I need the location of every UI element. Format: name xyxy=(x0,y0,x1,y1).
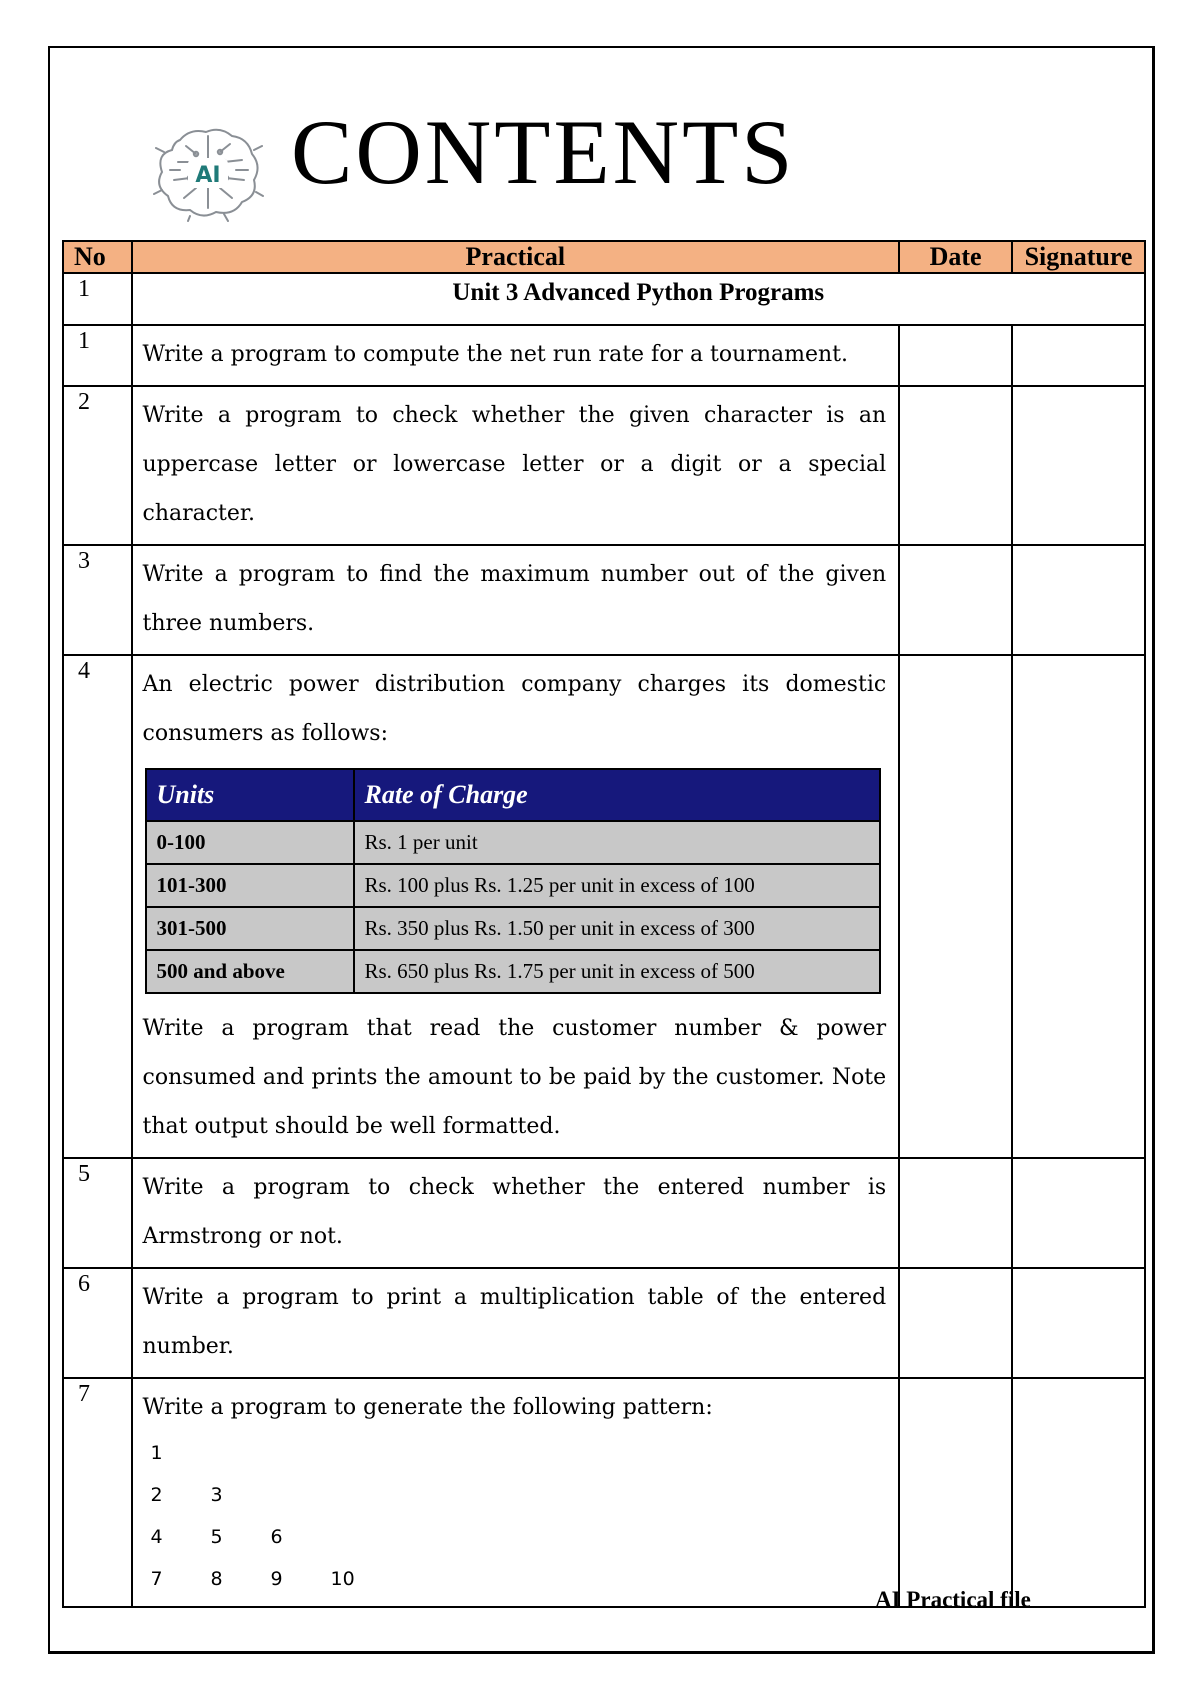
row-signature-cell xyxy=(1012,1378,1145,1607)
pattern-number: 8 xyxy=(210,1568,223,1590)
table-row xyxy=(63,1268,1145,1378)
row-signature-cell xyxy=(1012,325,1145,386)
row-number: 6 xyxy=(63,1268,132,1378)
page-title: CONTENTS xyxy=(291,101,796,203)
rate-charge: Rs. 100 plus Rs. 1.25 per unit in excess of 100 xyxy=(354,864,880,907)
row-signature-cell xyxy=(1012,655,1145,1158)
rate-charge: Rs. 350 plus Rs. 1.50 per unit in excess of 300 xyxy=(354,907,880,950)
pattern-number: 9 xyxy=(270,1568,283,1590)
table-row xyxy=(63,1158,1145,1268)
row-number: 7 xyxy=(63,1378,132,1607)
header-practical: Practical xyxy=(132,241,900,273)
number-pattern xyxy=(143,1432,887,1600)
row-number: 2 xyxy=(63,386,132,545)
row-practical xyxy=(132,1378,900,1607)
rate-charge: Rs. 650 plus Rs. 1.75 per unit in excess of 500 xyxy=(354,950,880,993)
pattern-number: 5 xyxy=(210,1526,223,1548)
table-header-row xyxy=(63,241,1145,273)
table-row xyxy=(63,1378,1145,1607)
pattern-line xyxy=(151,1558,887,1600)
pattern-number: 6 xyxy=(270,1526,283,1548)
rate-header-row xyxy=(146,769,880,821)
pattern-line xyxy=(151,1516,887,1558)
row-number: 1 xyxy=(63,325,132,386)
rate-table xyxy=(145,768,881,994)
pattern-number: 1 xyxy=(150,1442,163,1464)
table-row xyxy=(63,386,1145,545)
table-row xyxy=(63,325,1145,386)
rate-header-charge: Rate of Charge xyxy=(354,769,880,821)
pattern-number: 7 xyxy=(150,1568,163,1590)
row-practical xyxy=(132,386,900,545)
row-number: 4 xyxy=(63,655,132,1158)
pattern-number: 2 xyxy=(150,1484,163,1506)
practical-text: Write a program to check whether the entered number is Armstrong or not. xyxy=(142,1175,887,1249)
rate-header-units: Units xyxy=(146,769,354,821)
table-row xyxy=(63,655,1145,1158)
footer-label: AI Practical file xyxy=(875,1587,1031,1612)
pattern-number: 3 xyxy=(210,1484,223,1506)
contents-table xyxy=(62,240,1146,1608)
row-signature-cell xyxy=(1012,1158,1145,1268)
row-date-cell xyxy=(899,655,1012,1158)
unit-row xyxy=(63,273,1145,325)
row-date-cell xyxy=(899,1268,1012,1378)
rate-charge: Rs. 1 per unit xyxy=(354,821,880,864)
rate-units: 101-300 xyxy=(146,864,354,907)
rate-row xyxy=(146,821,880,864)
practical-outro-text: Write a program that read the customer number & power consumed and prints the amount to be paid by the customer. Note that output should be well formatted. xyxy=(142,1016,887,1139)
rate-units: 0-100 xyxy=(146,821,354,864)
rate-row xyxy=(146,864,880,907)
rate-row xyxy=(146,950,880,993)
table-row xyxy=(63,545,1145,655)
row-signature-cell xyxy=(1012,1268,1145,1378)
pattern-number: 4 xyxy=(150,1526,163,1548)
header-no: No xyxy=(63,241,132,273)
row-practical xyxy=(132,325,900,386)
practical-text: Write a program to find the maximum number out of the given three numbers. xyxy=(142,562,887,636)
unit-title: Unit 3 Advanced Python Programs xyxy=(132,273,1146,325)
row-signature-cell xyxy=(1012,386,1145,545)
row-number: 3 xyxy=(63,545,132,655)
row-practical xyxy=(132,1268,900,1378)
practical-intro-text: An electric power distribution company charges its domestic consumers as follows: xyxy=(142,672,887,746)
practical-text: Write a program to check whether the given character is an uppercase letter or lowercase letter or a digit or a special character. xyxy=(142,403,887,526)
row-practical xyxy=(132,655,900,1158)
header-signature: Signature xyxy=(1012,241,1145,273)
header-date: Date xyxy=(899,241,1012,273)
logo-text: AI xyxy=(195,163,221,188)
pattern-line xyxy=(151,1432,887,1474)
practical-text: Write a program to print a multiplication table of the entered number. xyxy=(142,1285,887,1359)
pattern-line xyxy=(151,1474,887,1516)
row-number: 5 xyxy=(63,1158,132,1268)
row-date-cell xyxy=(899,325,1012,386)
rate-row xyxy=(146,907,880,950)
row-date-cell xyxy=(899,1378,1012,1607)
rate-units: 301-500 xyxy=(146,907,354,950)
row-practical xyxy=(132,1158,900,1268)
practical-text: Write a program to compute the net run rate for a tournament. xyxy=(142,342,848,367)
row-date-cell xyxy=(899,386,1012,545)
ai-brain-logo xyxy=(150,122,265,222)
unit-number: 1 xyxy=(63,273,132,325)
pattern-number: 10 xyxy=(330,1568,355,1590)
row-practical xyxy=(132,545,900,655)
practical-text: Write a program to generate the following pattern: xyxy=(142,1395,713,1420)
rate-units: 500 and above xyxy=(146,950,354,993)
row-date-cell xyxy=(899,545,1012,655)
row-date-cell xyxy=(899,1158,1012,1268)
row-signature-cell xyxy=(1012,545,1145,655)
